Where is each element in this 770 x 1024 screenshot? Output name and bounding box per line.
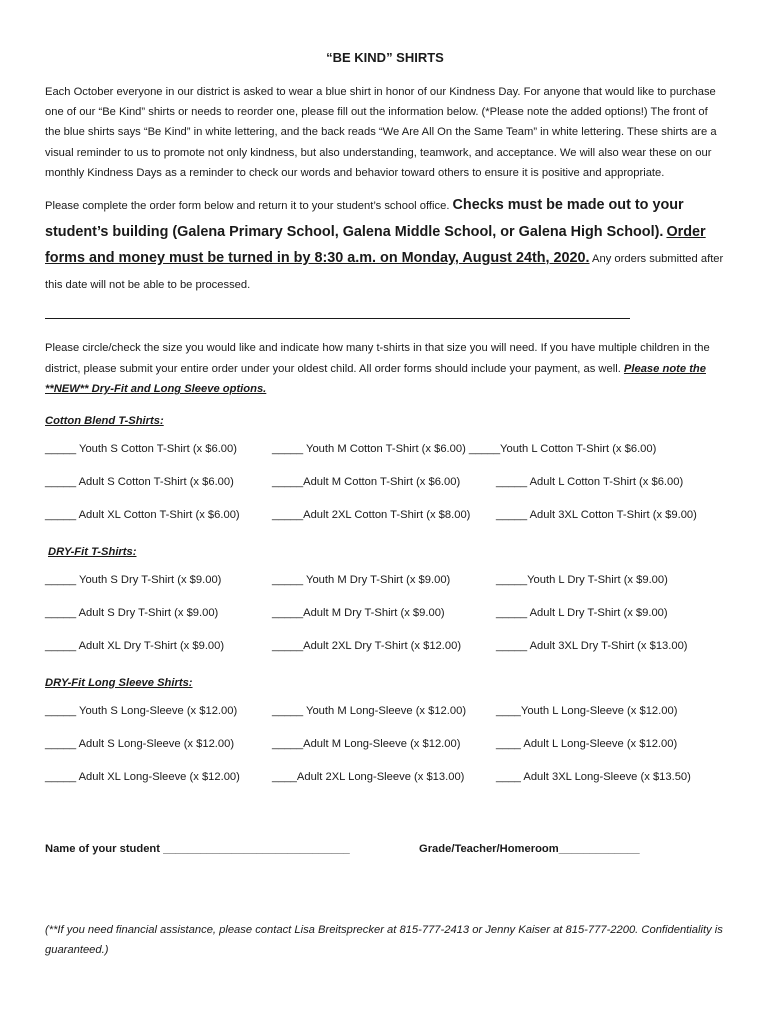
late-notice: Any orders submitted after this date will not be able to be processed. (45, 253, 724, 291)
order-item[interactable]: _____ Adult S Long-Sleeve (x $12.00) (45, 737, 235, 750)
financial-assistance-note: (**If you need financial assistance, please contact Lisa Breitsprecker at 815-777-2413 or Jenny Kaiser at 815-777-2200. Confidentiality is guaranteed.) (45, 923, 723, 957)
checks-instruction: Checks must be made out to your student’s building (Galena Primary School, Galena Middle School, or Galena High School). (45, 197, 684, 240)
order-row (45, 509, 725, 542)
order-row (45, 607, 725, 640)
student-name-field[interactable]: Name of your student ______________________________ (45, 842, 350, 855)
order-item[interactable]: ____Adult 2XL Long-Sleeve (x $13.00) (272, 770, 465, 783)
section-heading: DRY-Fit Long Sleeve Shirts: (45, 676, 193, 689)
order-item[interactable]: _____ Adult S Dry T-Shirt (x $9.00) (45, 606, 219, 619)
order-item[interactable]: _____ Youth S Long-Sleeve (x $12.00) (45, 704, 238, 717)
order-item[interactable]: _____ Adult 3XL Cotton T-Shirt (x $9.00) (496, 508, 697, 521)
order-row (45, 476, 725, 509)
order-item[interactable]: _____ Youth M Cotton T-Shirt (x $6.00) _____Youth L Cotton T-Shirt (x $6.00) (272, 442, 657, 455)
new-options-note: Please note the **NEW** Dry-Fit and Long Sleeve options. (45, 362, 706, 396)
intro-paragraph: Each October everyone in our district is asked to wear a blue shirt in honor of our Kindness Day. For anyone that would like to purchase one of our “Be Kind” shirts or needs to reorder one, please fill out the information below. (*Please note the added options!) The front of the blue shirts says “Be Kind” in white lettering, and the back reads “We Are All On the Same Team” in white lettering. These shirts are a visual reminder to us to promote not only kindness, but also understanding, teamwork, and acceptance. We will also wear these on our monthly Kindness Days as a reminder to check our words and behavior toward others to ensure it is positive and appropriate. (45, 86, 717, 179)
order-item[interactable]: _____ Adult XL Long-Sleeve (x $12.00) (45, 770, 240, 783)
order-item[interactable]: _____Adult M Dry T-Shirt (x $9.00) (272, 606, 445, 619)
order-row (45, 705, 725, 738)
order-item[interactable]: _____ Adult S Cotton T-Shirt (x $6.00) (45, 475, 234, 488)
circle-text: Please circle/check the size you would like and indicate how many t-shirts in that size you will need. If you have multiple children in the district, please submit your entire order under your oldest child. All order forms should include your payment, as well. (45, 342, 710, 375)
order-item[interactable]: _____ Adult L Dry T-Shirt (x $9.00) (496, 606, 668, 619)
circle-instructions (45, 338, 725, 400)
order-item[interactable]: ____ Adult L Long-Sleeve (x $12.00) (496, 737, 678, 750)
order-item[interactable]: ____ Adult 3XL Long-Sleeve (x $13.50) (496, 770, 691, 783)
order-item[interactable]: _____ Adult XL Dry T-Shirt (x $9.00) (45, 639, 225, 652)
order-row (45, 738, 725, 771)
deadline-instruction: Order forms and money must be turned in by 8:30 a.m. on Monday, August 24th, 2020. (45, 223, 706, 267)
order-item[interactable]: _____ Adult L Cotton T-Shirt (x $6.00) (496, 475, 684, 488)
order-item[interactable]: _____ Youth S Dry T-Shirt (x $9.00) (45, 573, 222, 586)
instructions-paragraph (45, 193, 725, 298)
divider-line (45, 318, 630, 319)
order-item[interactable]: ____Youth L Long-Sleeve (x $12.00) (496, 704, 678, 717)
order-item[interactable]: _____ Youth M Long-Sleeve (x $12.00) (272, 704, 467, 717)
order-row (45, 640, 725, 673)
order-item[interactable]: _____Youth L Dry T-Shirt (x $9.00) (496, 573, 668, 586)
grade-teacher-field[interactable]: Grade/Teacher/Homeroom_____________ (419, 842, 640, 855)
order-item[interactable]: _____ Adult 3XL Dry T-Shirt (x $13.00) (496, 639, 688, 652)
order-row (45, 771, 725, 804)
section-heading: DRY-Fit T-Shirts: (48, 545, 137, 558)
instructions-lead: Please complete the order form below and return it to your student’s school office. (45, 200, 450, 213)
order-item[interactable]: _____ Youth S Cotton T-Shirt (x $6.00) (45, 442, 237, 455)
order-item[interactable]: _____Adult M Long-Sleeve (x $12.00) (272, 737, 461, 750)
order-item[interactable]: _____Adult 2XL Cotton T-Shirt (x $8.00) (272, 508, 471, 521)
order-form-page (45, 50, 725, 972)
section-heading: Cotton Blend T-Shirts: (45, 414, 164, 427)
order-item[interactable]: _____ Youth M Dry T-Shirt (x $9.00) (272, 573, 451, 586)
student-info-row (45, 843, 725, 863)
page-title: “BE KIND” SHIRTS (326, 50, 444, 65)
order-item[interactable]: _____Adult 2XL Dry T-Shirt (x $12.00) (272, 639, 462, 652)
order-row (45, 574, 725, 607)
order-sections (45, 411, 725, 804)
order-item[interactable]: _____Adult M Cotton T-Shirt (x $6.00) (272, 475, 461, 488)
order-item[interactable]: _____ Adult XL Cotton T-Shirt (x $6.00) (45, 508, 240, 521)
order-row (45, 443, 725, 476)
